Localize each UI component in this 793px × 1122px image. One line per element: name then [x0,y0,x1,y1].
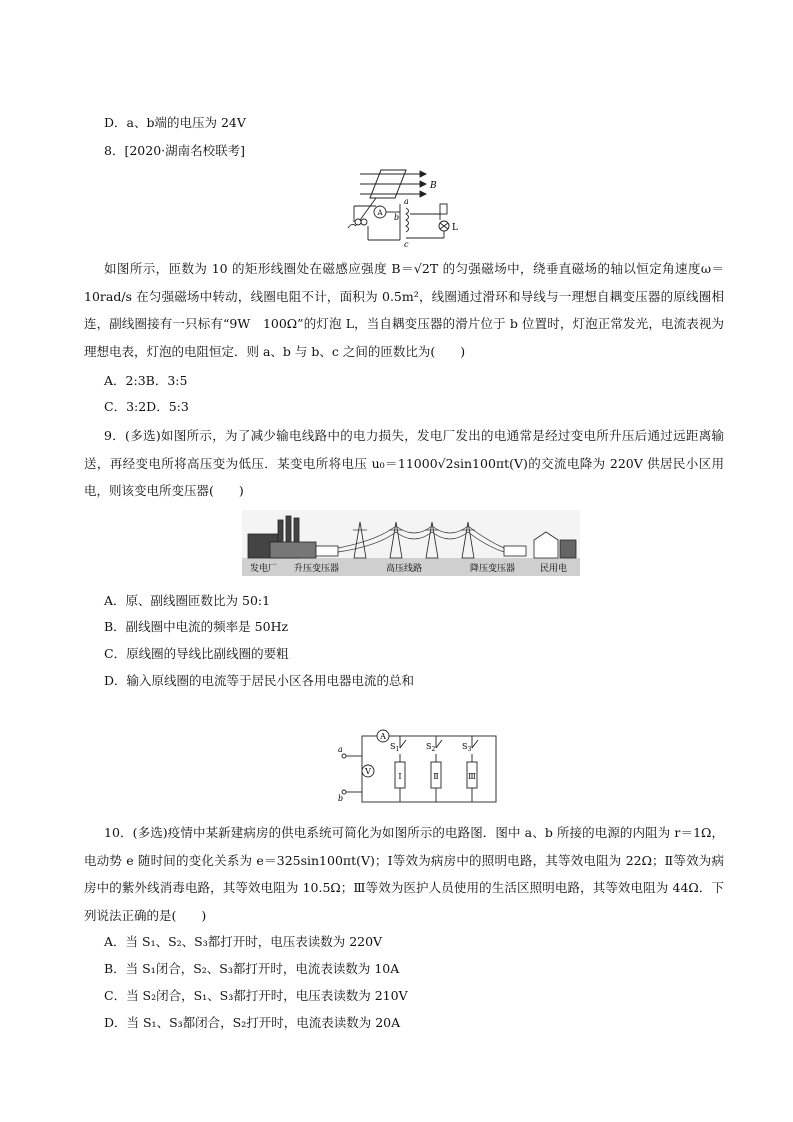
q8-figure-transformer-circuit [340,168,470,248]
q10-ammeter-label: A [380,732,386,741]
q10-label-b: b [338,794,344,803]
q9-figure-power-transmission [242,510,580,576]
q9-label-hv-line: 高压线路 [386,564,423,574]
prev-option-d: D．a、b端的电压为 24V [104,115,246,130]
q10-switch-s3: $S_3$ [462,742,472,753]
q8-label-a: a [404,197,409,206]
q8-label-c: c [404,240,409,248]
q10-option-b: B．当 S₁闭合，S₂、S₃都打开时，电流表读数为 10A [104,961,400,976]
q8-label-b-field: B [430,181,437,191]
q9-label-step-up: 升压变压器 [294,564,340,574]
q10-option-d: D．当 S₁、S₃都闭合，S₂打开时，电流表读数为 20A [104,1015,401,1030]
q10-voltmeter-label: V [365,767,371,776]
q10-label-a: a [338,745,343,754]
q8-stem: 如图所示，匝数为 10 的矩形线圈处在磁感应强度 B＝√2T 的匀强磁场中，绕垂直磁场的轴以恒定角速度ω＝10rad/s 在匀强磁场中转动，线圈电阻不计，面积为 0.5m²，线圈通过滑环和导线与一理想自耦变压器的原线圈相连，副线圈接有一只标有“9W 100Ω”的灯泡 L，当自耦变压器的滑片位于 b 位置时，灯泡正常发光，电流表视为理想电表，灯泡的电阻恒定．则 a、b 与 b、c 之间的匝数比为( ) [84,261,724,359]
q9-stem: 9．(多选)如图所示，为了减少输电线路中的电力损失，发电厂发出的电通常是经过变电所升压后通过远距离输送，再经变电所将高压变为低压．某变电所将电压 u₀＝11000√2sin100πt(V)的交流电降为 220V 供居民小区用电，则该变电所变压器( ) [84,428,724,498]
q8-header: 8．[2020·湖南名校联考] [104,143,245,158]
q10-figure-ward-circuit [336,726,506,808]
q8-lamp-label: L [452,223,458,233]
q10-stem: 10．(多选)疫情中某新建病房的供电系统可简化为如图所示的电路图．图中 a、b 所接的电源的内阻为 r＝1Ω，电动势 e 随时间的变化关系为 e＝325sin100πt(V)；Ⅰ等效为病房中的照明电路，其等效电阻为 22Ω；Ⅱ等效为病房中的紫外线消毒电路，其等效电阻为 10.5Ω；Ⅲ等效为医护人员使用的生活区照明电路，其等效电阻为 44Ω．下列说法正确的是( ) [84,825,724,923]
q10-switch-s1: $S_1$ [390,742,400,753]
q9-option-c: C．原线圈的导线比副线圈的要粗 [104,646,289,661]
q9-option-d: D．输入原线圈的电流等于居民小区各用电器电流的总和 [104,673,415,688]
q10-option-c: C．当 S₂闭合，S₁、S₃都打开时，电压表读数为 210V [104,988,408,1003]
q9-option-b: B．副线圈中电流的频率是 50Hz [104,619,289,634]
q8-ammeter-label: A [377,209,383,217]
q10-load-2: Ⅱ [433,772,439,781]
q9-option-a: A．原、副线圈匝数比为 50:1 [104,593,271,608]
q10-load-3: Ⅲ [468,772,476,781]
q9-label-power-plant: 发电厂 [250,564,278,574]
q9-label-step-down: 降压变压器 [470,564,516,574]
q10-option-a: A．当 S₁、S₂、S₃都打开时，电压表读数为 220V [104,934,383,949]
q10-load-1: Ⅰ [398,772,402,781]
q8-option-ab: A．2:3B．3:5 [104,373,188,388]
q10-switch-s2: $S_2$ [426,742,436,753]
q9-label-residential: 民用电 [540,564,568,574]
q8-label-b: b [394,213,400,222]
q8-option-cd: C．3:2D．5:3 [104,399,189,414]
